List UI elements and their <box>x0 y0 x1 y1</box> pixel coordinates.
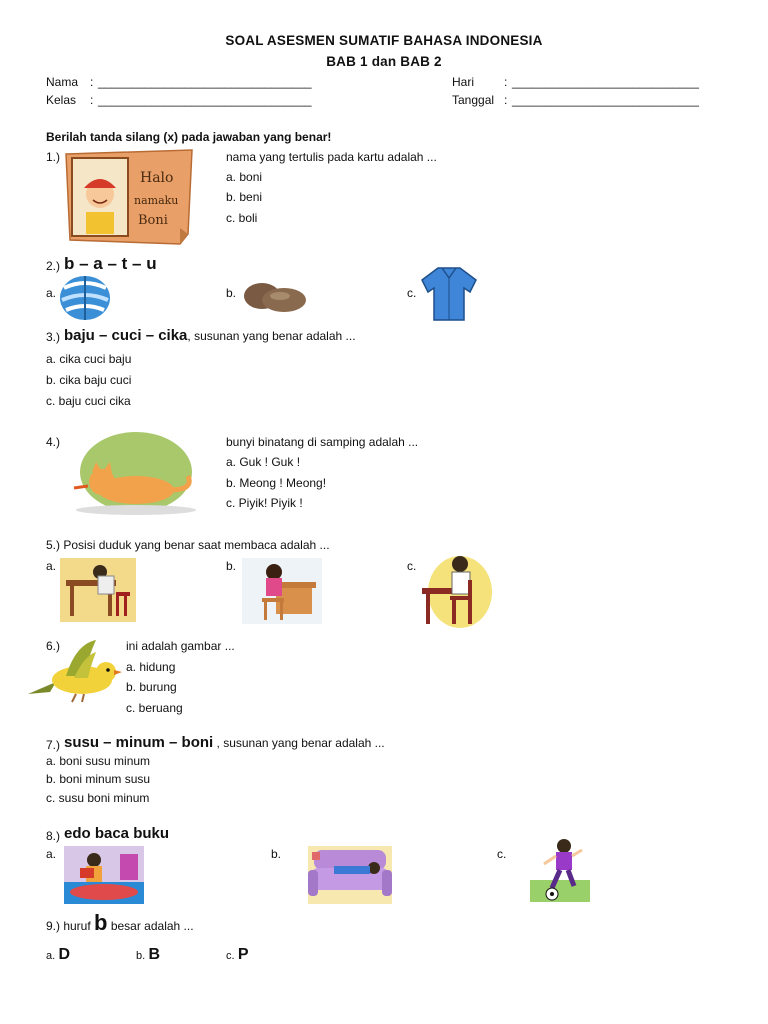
kelas-colon: : <box>90 93 94 107</box>
nama-colon: : <box>90 75 94 89</box>
hari-label: Hari <box>452 75 475 89</box>
bird-image <box>26 638 122 706</box>
q6-option-a[interactable]: a. hidung <box>126 660 176 674</box>
q8-number: 8.) <box>46 829 61 843</box>
kelas-label: Kelas <box>46 93 77 107</box>
q1-question: nama yang tertulis pada kartu adalah ... <box>226 150 437 164</box>
page-title: SOAL ASESMEN SUMATIF BAHASA INDONESIA <box>225 33 543 48</box>
tanggal-label: Tanggal <box>452 93 495 107</box>
hari-field[interactable]: ____________________________ <box>512 75 699 89</box>
q9-option-c-value: P <box>237 946 249 963</box>
q9-option-c[interactable] <box>226 946 249 964</box>
q7-option-a[interactable]: a. boni susu minum <box>46 754 151 768</box>
q9-option-b[interactable] <box>136 946 160 964</box>
q3-number: 3.) <box>46 330 61 344</box>
q4-number: 4.) <box>46 435 61 449</box>
q9-option-b-label: b. <box>136 950 146 962</box>
q9-option-c-label: c. <box>226 950 235 962</box>
q8-word: edo baca buku <box>64 825 170 842</box>
card-text-namaku: namaku <box>134 194 179 207</box>
page-subtitle: BAB 1 dan BAB 2 <box>326 54 442 69</box>
q5-question <box>46 538 330 552</box>
q3-question: , susunan yang benar adalah ... <box>187 329 356 343</box>
q9-option-a[interactable] <box>46 946 70 964</box>
q5-text: Posisi duduk yang benar saat membaca adalah ... <box>63 538 330 552</box>
hari-colon: : <box>504 75 508 89</box>
card-text-boni: Boni <box>138 213 168 228</box>
card-text-halo: Halo <box>140 170 174 186</box>
q9-question <box>46 910 194 935</box>
boy-reading-image <box>64 846 144 904</box>
q3-option-b[interactable]: b. cika baju cuci <box>46 373 132 387</box>
q4-option-b[interactable]: b. Meong ! Meong! <box>226 476 327 490</box>
q7-question: , susunan yang benar adalah ... <box>213 736 385 750</box>
sitting-wrong-image <box>60 558 136 622</box>
q3-option-c[interactable]: c. baju cuci cika <box>46 394 131 408</box>
q7-line <box>64 734 385 751</box>
q4-option-a[interactable]: a. Guk ! Guk ! <box>226 455 301 469</box>
cat-image <box>66 430 200 516</box>
q6-number: 6.) <box>46 639 61 653</box>
sitting-right-image <box>420 552 492 628</box>
q9-prefix: 9.) huruf <box>46 919 95 933</box>
q7-option-b[interactable]: b. boni minum susu <box>46 772 151 786</box>
q5-number: 5.) <box>46 538 61 552</box>
instruction: Berilah tanda silang (x) pada jawaban yang benar! <box>46 130 332 144</box>
q8-option-c[interactable]: c. <box>497 847 507 861</box>
tanggal-colon: : <box>504 93 508 107</box>
q9-option-a-label: a. <box>46 950 56 962</box>
q9-option-a-value: D <box>58 946 71 963</box>
kelas-field[interactable]: ________________________________ <box>98 93 312 107</box>
nama-label: Nama <box>46 75 79 89</box>
q6-option-c[interactable]: c. beruang <box>126 701 183 715</box>
q9-letter: b <box>94 910 108 935</box>
q1-number: 1.) <box>46 150 61 164</box>
sitting-girl-image <box>242 558 322 624</box>
q8-option-b[interactable]: b. <box>271 847 282 861</box>
q1-option-c[interactable]: c. boli <box>226 211 258 225</box>
q5-option-c[interactable]: c. <box>407 559 417 573</box>
nama-field[interactable]: ________________________________ <box>98 75 312 89</box>
q2-option-c[interactable]: c. <box>407 286 417 300</box>
q2-number: 2.) <box>46 259 61 273</box>
q5-option-b[interactable]: b. <box>226 559 237 573</box>
q9-option-b-value: B <box>148 946 161 963</box>
q4-option-c[interactable]: c. Piyik! Piyik ! <box>226 496 303 510</box>
q3-line <box>64 327 356 344</box>
boy-sleeping-image <box>308 846 392 904</box>
q2-word: b – a – t – u <box>64 254 157 273</box>
q7-word: susu – minum – boni <box>64 734 214 751</box>
stone-image <box>240 274 308 314</box>
q1-option-a[interactable]: a. boni <box>226 170 263 184</box>
name-card-image <box>62 148 196 246</box>
q9-suffix: besar adalah ... <box>107 919 194 933</box>
boy-playing-ball-image <box>530 838 590 902</box>
q6-question: ini adalah gambar ... <box>126 639 235 653</box>
q3-word: baju – cuci – cika <box>64 327 188 344</box>
q8-option-a[interactable]: a. <box>46 847 57 861</box>
q5-option-a[interactable]: a. <box>46 559 57 573</box>
q2-option-b[interactable]: b. <box>226 286 237 300</box>
q7-option-c[interactable]: c. susu boni minum <box>46 791 150 805</box>
ball-image <box>58 274 112 322</box>
q3-option-a[interactable]: a. cika cuci baju <box>46 352 132 366</box>
q4-question: bunyi binatang di samping adalah ... <box>226 435 419 449</box>
tanggal-field[interactable]: ____________________________ <box>512 93 699 107</box>
q6-option-b[interactable]: b. burung <box>126 680 177 694</box>
shirt-image <box>420 266 478 322</box>
q1-option-b[interactable]: b. beni <box>226 190 263 204</box>
q2-option-a[interactable]: a. <box>46 286 57 300</box>
q7-number: 7.) <box>46 738 61 752</box>
